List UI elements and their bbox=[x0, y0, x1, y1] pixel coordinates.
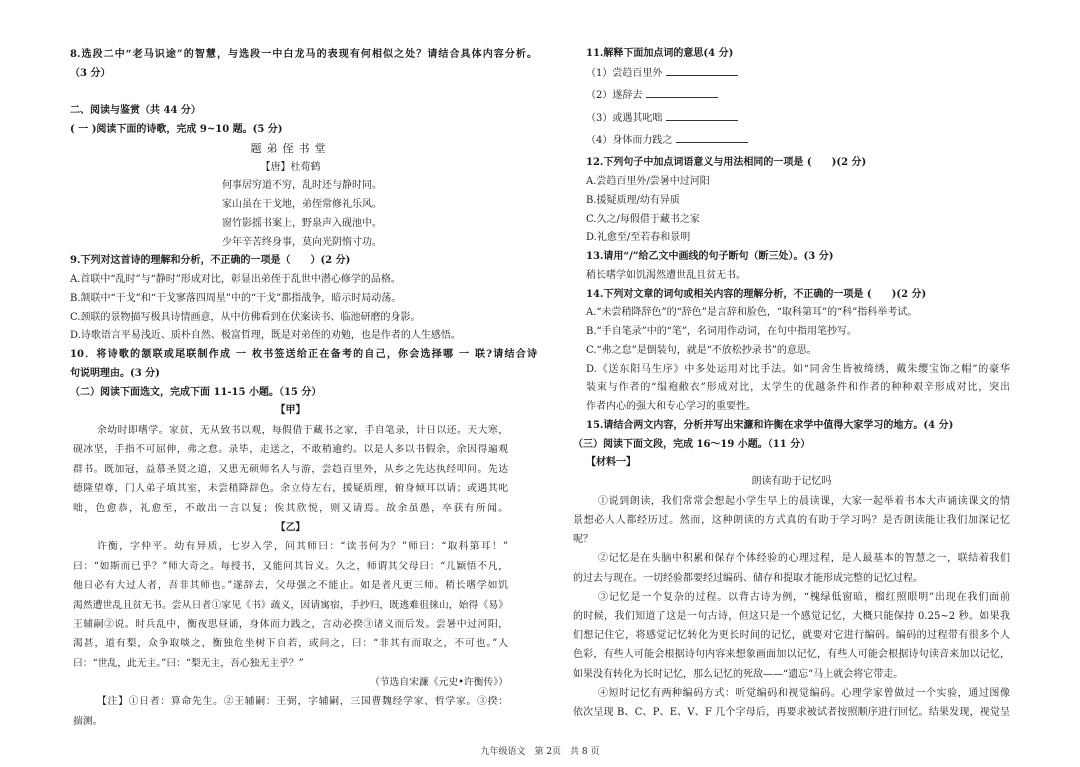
question-15 bbox=[573, 417, 1010, 436]
paragraph-line: 的过去与现在。一切经验都要经过编码、储存和提取才能形成完整的记忆过程。 bbox=[573, 572, 923, 584]
poem-title: 题弟侄书堂 bbox=[250, 141, 331, 155]
question-11-item bbox=[586, 108, 1010, 131]
paragraph-line: 的时候，我们知道了这是一句古诗，但这只是一个感觉记忆，大概只能保持 0.25~2 秒。如果我 bbox=[573, 611, 1010, 622]
yi-line: 许衡，字仲平。幼有异质，七岁入学，问其师曰：“读书何为？”师曰：“取科第耳！” bbox=[97, 541, 508, 553]
spacer bbox=[70, 84, 537, 103]
question-12-option-b: B.援疑质理/幼有异质 bbox=[586, 194, 680, 206]
paragraph-line: 景想必人人都经历过。然而，这种朗读的方式真的有助于学习吗？是否朗读能让我们加深记忆 bbox=[573, 515, 1010, 527]
question-11-stem: 11.解释下面加点词的意思(4 分) bbox=[586, 48, 734, 59]
answer-blank bbox=[646, 87, 718, 98]
question-11-item bbox=[586, 63, 1010, 86]
paragraph-line: 呢？ bbox=[573, 534, 593, 546]
question-10 bbox=[70, 346, 537, 384]
prose-note: 【注】①日者：算命先生。②王辅嗣：王弼，字辅嗣，三国曹魏经学家、哲学家。③揆： bbox=[97, 696, 508, 708]
jia-line: 咄，色愈恭，礼愈至，不敢出一言以复；俟其欣悦，则又请焉。故余虽愚，卒获有所闻。 bbox=[73, 502, 508, 514]
yi-line: 渴然遭世乱且贫无书。尝从日者①家见《书》疏义，因请寓宿，手抄归，既逃难徂徕山，始得《易》 bbox=[73, 599, 508, 611]
poem-line: 窗竹影摇书案上，野泉声入砚池中。 bbox=[222, 217, 382, 229]
jia-line: 砚冰坚，手指不可屈伸，弗之怠。录毕，走送之，不敢稍逾约。以是人多以书假余，余因得遍观 bbox=[73, 444, 508, 456]
question-8-score: （3 分） bbox=[70, 67, 111, 79]
question-11 bbox=[573, 46, 1010, 153]
prose-text bbox=[73, 421, 508, 731]
question-8-stem: 8.选段二中“老马识途”的智慧，与选段一中白龙马的表现有何相似之处？请结合具体内容分析。 bbox=[70, 49, 537, 60]
poem-heading bbox=[73, 140, 508, 178]
paragraph-line: ③记忆是一个复杂的过程。以背古诗为例，“槐绿低窗暗，榴红照眼明”出现在我们面前 bbox=[598, 591, 1010, 603]
question-11-item bbox=[586, 130, 1010, 153]
poem-author: 【唐】杜荀鹤 bbox=[260, 161, 321, 173]
paragraph-line: 如果没有转化为长时记忆，那么记忆的死敌——“遗忘”马上就会将它带走。 bbox=[573, 668, 904, 680]
question-13-stem: 13.请用“/”给乙文中画线的句子断句（断三处）。(3 分) bbox=[586, 251, 834, 263]
yi-label: 【乙】 bbox=[275, 521, 306, 533]
question-11-item bbox=[586, 85, 1010, 108]
prose-source: （节选自宋濂《元史•许衡传》） bbox=[369, 677, 508, 689]
section-title: 二、阅读与鉴赏（共 44 分） bbox=[70, 105, 201, 117]
question-12-stem: 12.下列句子中加点词语意义与用法相同的一项是 ( )(2 分) bbox=[586, 157, 867, 169]
material-label: 【材料一】 bbox=[586, 457, 636, 469]
material-label-wrap bbox=[573, 454, 1010, 473]
question-9-option-a: A.首联中“乱时”与“静时”形成对比，彰显出弟侄于乱世中潜心修学的品格。 bbox=[70, 274, 401, 285]
question-12-option-a: A.尝趋百里外/尝暑中过河阳 bbox=[586, 176, 710, 188]
question-9-stem: 9.下列对这首诗的理解和分析，不正确的一项是（ ）(2 分) bbox=[70, 255, 351, 267]
answer-blank bbox=[666, 65, 738, 76]
question-14-option-d: D.《送东阳马生序》中多处运用对比手法。如“同舍生皆被绮绣，戴朱缨宝饰之帽”的豪华 bbox=[586, 363, 1010, 375]
article-title: 朗读有助于记忆吗 bbox=[751, 476, 832, 488]
paragraph-line: ②记忆是在头脑中积累和保存个体经验的心理过程，是人最基本的智慧之一，联结着我们 bbox=[598, 553, 1010, 565]
question-12-option-c: C.久之/每假借于藏书之家 bbox=[586, 213, 700, 225]
page-footer: 九年级语文 第 2页 共 8 页 bbox=[480, 747, 600, 757]
paragraph-line: 依次呈现 B、C、P、E、V、F 几个字母后，再要求被试者按照顺序进行回忆。结果发现，视觉呈 bbox=[573, 706, 1010, 718]
jia-line: 余幼时即嗜学。家贫，无从致书以观，每假借于藏书之家，手自笔录，计日以还。天大寒， bbox=[97, 425, 508, 436]
jia-label-wrap bbox=[73, 402, 508, 421]
poem-instruction: ( 一 )阅读下面的诗歌，完成 9~10 题。(5 分) bbox=[70, 124, 283, 135]
item-text: （4）身体而力践之 bbox=[586, 135, 673, 147]
question-9-option-c: C.颈联的景物描写极具诗情画意，从中仿佛看到在伏案读书、临池研磨的身影。 bbox=[70, 311, 421, 323]
paragraph-line: ①说到朗读，我们常常会想起小学生早上的晨读课，大家一起举着书本大声诵读课文的情 bbox=[598, 495, 1010, 507]
question-8 bbox=[70, 46, 537, 84]
item-text: （2）遂辞去 bbox=[586, 90, 643, 102]
poem-line: 何事居穷道不穷，乱时还与静时同。 bbox=[222, 180, 382, 192]
paragraph-line: ④短时记忆有两种编码方式：听觉编码和视觉编码。心理学家曾做过一个实验，通过图像 bbox=[598, 687, 1010, 699]
question-14-option-a: A.“未尝稍降辞色”的“辞色”是言辞和脸色，“取科第耳”的“科”指科举考试。 bbox=[586, 307, 918, 319]
question-15-stem: 15.请结合两文内容，分析并写出宋濂和许衡在求学中值得大家学习的地方。(4 分) bbox=[586, 419, 954, 431]
paragraph-line: 们想记住它，将感觉记忆转化为更长时间的记忆，就要对它进行编码。编码的过程带有很多个人 bbox=[573, 630, 1010, 642]
question-14-option-d-cont: 装束与作者的“缊袍敝衣”形成对比，太学生的优越条件和作者的种种艰辛形成对比，突出 bbox=[586, 382, 1010, 394]
question-14 bbox=[573, 286, 1010, 417]
yi-line: 曰：“世乱，此无主。”曰：“梨无主，吾心独无主乎？” bbox=[73, 657, 304, 669]
question-9 bbox=[70, 252, 537, 346]
question-13-sentence: 稍长嗜学如饥渴然遭世乱且贫无书。 bbox=[586, 269, 746, 281]
jia-label: 【甲】 bbox=[275, 405, 306, 417]
prose-note: 揣测。 bbox=[73, 715, 103, 727]
answer-blank bbox=[666, 110, 738, 121]
question-10-stem: 10．将诗歌的颔联或尾联制作成 一 枚书签送给正在备考的自己，你会选择哪 一 联?请结合诗 bbox=[70, 349, 537, 360]
jia-line: 德隆望尊，门人弟子填其室，未尝稍降辞色。余立侍左右，援疑质理，俯身倾耳以请；或遇其叱 bbox=[73, 483, 508, 495]
prose-instruction: （二）阅读下面选文，完成下面 11-15 小题。（15 分） bbox=[70, 386, 322, 398]
yi-line: 曰：“如斯而已乎？”师大奇之。每授书，又能问其旨义。久之，师谓其父母曰：“儿颖悟不凡， bbox=[73, 560, 508, 572]
question-9-option-b: B.颔联中“干戈”和“干戈寥落四周星”中的“干戈”都指战争，暗示时局动荡。 bbox=[70, 292, 402, 304]
left-column bbox=[70, 46, 537, 731]
question-9-option-d: D.诗歌语言平易浅近、质朴自然、极富哲理，既是对弟侄的劝勉，也是作者的人生感悟。 bbox=[70, 330, 461, 342]
reading-instruction: （三）阅读下面文段，完成 16～19 小题。（11 分） bbox=[573, 438, 811, 450]
yi-line: 他日必有大过人者，吾非其师也。”遂辞去，父母强之不能止。如是者凡更三师。稍长嗜学如饥 bbox=[73, 580, 508, 592]
poem-line: 少年辛苦终身事，莫向光阴惰寸功。 bbox=[222, 236, 382, 248]
question-14-option-d-cont: 作者内心的强大和专心学习的重要性。 bbox=[586, 401, 756, 413]
question-10-stem-cont: 句说明理由。(3 分) bbox=[70, 367, 160, 379]
question-14-stem: 14.下列对文章的词句或相关内容的理解分析，不正确的一项是 ( )(2 分) bbox=[586, 288, 927, 300]
question-13 bbox=[573, 248, 1010, 286]
yi-line: 王辅嗣②说。时兵乱中，衡夜思昼诵，身体而力践之，言动必揆③诸义而后发。尝暑中过河阳， bbox=[73, 618, 508, 630]
right-column bbox=[573, 46, 1010, 722]
item-text: （1）尝趋百里外 bbox=[586, 67, 663, 79]
question-12-option-d: D.礼愈至/至若春和景明 bbox=[586, 232, 691, 244]
poem-body bbox=[70, 177, 537, 252]
paragraph-line: 色彩，有些人可能会根据诗句内容来想象画面加以记忆，有些人可能会根据诗句读音来加以记忆， bbox=[573, 649, 1010, 661]
jia-line: 群书。既加冠，益慕圣贤之道，又患无硕师名人与游，尝趋百里外，从乡之先达执经叩问。先达 bbox=[73, 463, 508, 475]
question-14-option-b: B.“手自笔录”中的“笔”，名词用作动词，在句中指用笔抄写。 bbox=[586, 326, 857, 338]
item-text: （3）或遇其叱咄 bbox=[586, 112, 663, 124]
yi-line: 渴甚，道有梨，众争取啖之，衡独危坐树下自若，或问之，曰：“非其有而取之，不可也。”人 bbox=[73, 638, 508, 650]
question-12 bbox=[573, 154, 1010, 248]
answer-blank bbox=[676, 132, 748, 143]
article-body bbox=[573, 492, 1010, 722]
question-14-option-c: C.“弗之怠”是倒装句，就是“不放松抄录书”的意思。 bbox=[586, 344, 817, 356]
poem-line: 家山虽在干戈地，弟侄常修礼乐风。 bbox=[222, 199, 382, 210]
